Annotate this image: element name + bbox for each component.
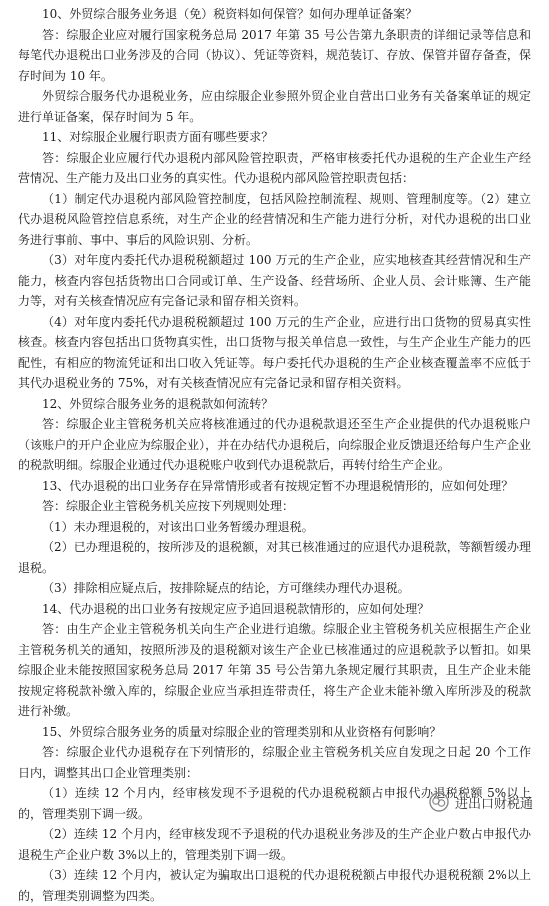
answer-11: 答：综服企业应履行代办退税内部风险管控职责，严格审核委托代办退税的生产企业生产经营情况、生产能力及出口业务的真实性。代办退税内部风险管控职责包括： [18, 150, 531, 185]
question-11: 11、对综服企业履行职责方面有哪些要求？ [42, 130, 274, 144]
answer-11-item-4: （4）对年度内委托代办退税税额超过 100 万元的生产企业，应进行出口货物的贸易真实性核查。核查内容包括出口货物真实性，出口货物与报关单信息一致性，与生产企业生产能力的匹配性，有相应的物流凭证和出口收入凭证等。每户委托代办退税的生产企业核查覆盖率不应低于其代办退税业务的 75%，对有关核查情况应有完备记录和留存相关资料。 [18, 314, 531, 390]
answer-13: 答：综服企业主管税务机关应按下列规则处理： [42, 499, 295, 513]
watermark [429, 792, 533, 812]
question-13: 13、代办退税的出口业务存在异常情形或者有按规定暂不办理退税情形的，应如何处理？ [42, 478, 514, 493]
answer-12: 答：综服企业主管税务机关应将核准通过的代办退税款退还至生产企业提供的代办退税账户（该账户的开户企业应为综服企业），并在办结代办退税后，向综服企业反馈退还给每户生产企业的税款明细。综服企业通过代办退税账户收到代办退税款后，再转付给生产企业。 [18, 417, 531, 472]
answer-10: 答：综服企业应对履行国家税务总局 2017 年第 35 号公告第九条职责的详细记录等信息和每笔代办退税出口业务涉及的合同（协议）、凭证等资料，规范装订、存放、保管并留存备查，保存时间为 10 年。 [18, 27, 531, 83]
watermark-text: 进出口财税通 [454, 796, 533, 812]
question-12: 12、外贸综合服务业务的退税款如何流转？ [42, 396, 274, 411]
question-15: 15、外贸综合服务业务的质量对综服企业的管理类别和从业资格有何影响？ [42, 724, 442, 739]
question-10: 10、外贸综合服务业务退（免）税资料如何保管？如何办理单证备案？ [42, 7, 418, 21]
document-body [18, 4, 531, 906]
question-14: 14、代办退税的出口业务有按规定应予追回退税款情形的，应如何处理？ [42, 601, 430, 616]
answer-15-item-2: （2）连续 12 个月内，经审核发现不予退税的代办退税业务涉及的生产企业户数占申报代办退税生产企业户数 3%以上的，管理类别下调一级。 [18, 827, 531, 862]
answer-13-item-2: （2）已办理退税的，按所涉及的退税额，对其已核准通过的应退代办退税款，等额暂缓办理退税。 [18, 540, 531, 575]
answer-14: 答：由生产企业主管税务机关向生产企业进行追缴。综服企业主管税务机关应根据生产企业主管税务机关的通知，按照所涉及的退税额对该生产企业已核准通过的应退税款予以暂扣。如果综服企业未能按照国家税务总局 2017 年第 35 号公告第九条规定履行其职责，且生产企业未能按规定将税款补缴入库的，综服企业应当承担连带责任，将生产企业未能补缴入库所涉及的税款进行补缴。 [18, 622, 531, 718]
answer-13-item-3: （3）排除相应疑点后，按排除疑点的结论，方可继续办理代办退税。 [42, 581, 410, 595]
answer-11-item-3: （3）对年度内委托代办退税税额超过 100 万元的生产企业，应实地核查其经营情况和生产能力，核查内容包括货物出口合同或订单、生产设备、经营场所、企业人员、会计账簿、生产能力等，对有关核查情况应有完备记录和留存相关资料。 [18, 253, 531, 308]
answer-15-item-1: （1）连续 12 个月内，经审核发现不予退税的代办退税税额占申报代办退税税额 5%以上的，管理类别下调一级。 [18, 786, 531, 821]
wechat-official-account-icon [429, 792, 449, 812]
answer-15: 答：综服企业代办退税存在下列情形的，综服企业主管税务机关应自发现之日起 20 个工作日内，调整其出口企业管理类别： [18, 745, 531, 780]
answer-15-item-3: （3）连续 12 个月内，被认定为骗取出口退税的代办退税税额占申报代办退税税额 2%以上的，管理类别调整为四类。 [18, 868, 531, 903]
answer-11-item-1-2: （1）制定代办退税内部风险管控制度，包括风险控制流程、规则、管理制度等。（2）建立代办退税风险管控信息系统，对生产企业的经营情况和生产能力进行分析，对代办退税的出口业务进行事前、事中、事后的风险识别、分析。 [18, 191, 531, 247]
answer-10-note: 外贸综合服务代办退税业务，应由综服企业参照外贸企业自营出口业务有关备案单证的规定进行单证备案，保存时间为 5 年。 [18, 89, 531, 124]
answer-13-item-1: （1）未办理退税的，对该出口业务暂缓办理退税。 [42, 519, 314, 534]
